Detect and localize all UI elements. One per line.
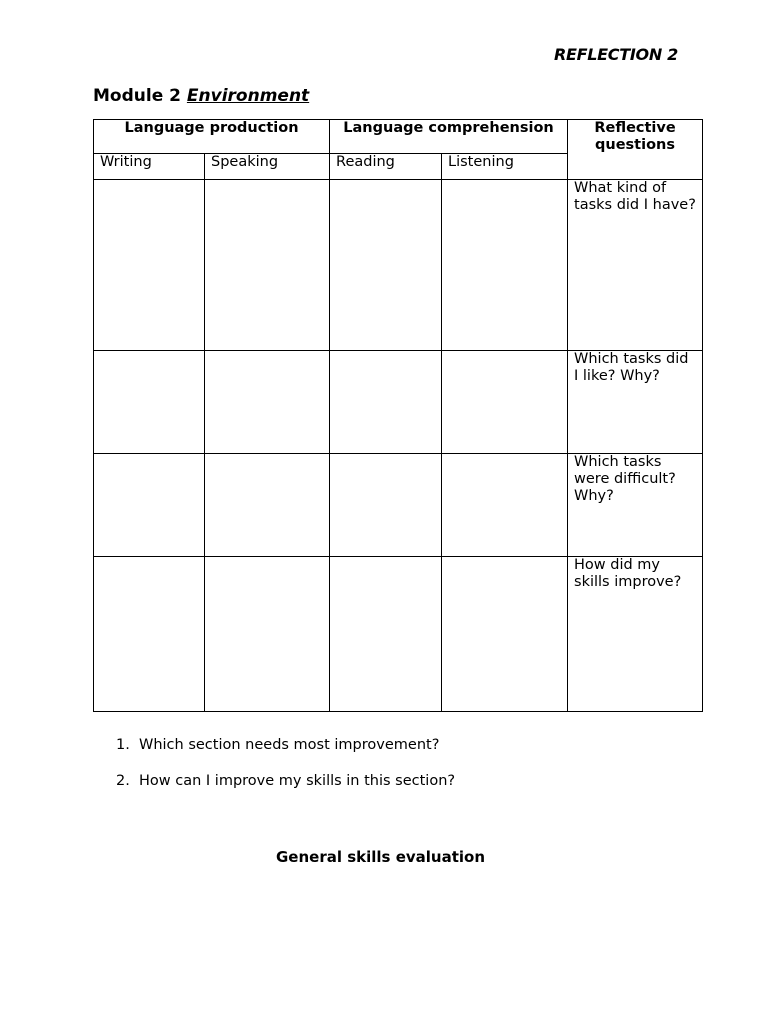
reflection-label: REFLECTION 2 xyxy=(554,45,679,64)
subheader-reading: Reading xyxy=(330,154,442,180)
header-language-comprehension: Language comprehension xyxy=(330,120,568,154)
speaking-cell[interactable] xyxy=(205,351,330,454)
question-cell: What kind of tasks did I have? xyxy=(568,180,703,351)
listening-cell[interactable] xyxy=(442,454,568,557)
list-item xyxy=(116,737,455,773)
module-topic: Environment xyxy=(186,86,310,106)
listening-cell[interactable] xyxy=(442,351,568,454)
question-cell: Which tasks were difficult? Why? xyxy=(568,454,703,557)
reading-cell[interactable] xyxy=(330,180,442,351)
listening-cell[interactable] xyxy=(442,180,568,351)
table-row xyxy=(94,180,703,351)
speaking-cell[interactable] xyxy=(205,557,330,712)
header-reflective-questions: Reflective questions xyxy=(568,120,703,180)
subheader-writing: Writing xyxy=(94,154,205,180)
reading-cell[interactable] xyxy=(330,351,442,454)
speaking-cell[interactable] xyxy=(205,454,330,557)
reading-cell[interactable] xyxy=(330,557,442,712)
list-number: 2. xyxy=(116,773,130,789)
list-number: 1. xyxy=(116,737,130,753)
list-item xyxy=(116,773,455,809)
subheader-listening: Listening xyxy=(442,154,568,180)
speaking-cell[interactable] xyxy=(205,180,330,351)
writing-cell[interactable] xyxy=(94,454,205,557)
list-text: Which section needs most improvement? xyxy=(139,737,440,753)
listening-cell[interactable] xyxy=(442,557,568,712)
writing-cell[interactable] xyxy=(94,180,205,351)
reflection-list xyxy=(116,737,455,809)
header-language-production: Language production xyxy=(94,120,330,154)
table-row xyxy=(94,351,703,454)
question-cell: Which tasks did I like? Why? xyxy=(568,351,703,454)
writing-cell[interactable] xyxy=(94,557,205,712)
question-cell: How did my skills improve? xyxy=(568,557,703,712)
module-title xyxy=(93,86,309,106)
table-row xyxy=(94,557,703,712)
reflection-table xyxy=(93,119,703,712)
list-text: How can I improve my skills in this section? xyxy=(139,773,456,789)
evaluation-heading: General skills evaluation xyxy=(276,848,486,866)
table-row xyxy=(94,454,703,557)
subheader-speaking: Speaking xyxy=(205,154,330,180)
writing-cell[interactable] xyxy=(94,351,205,454)
module-prefix: Module 2 xyxy=(93,86,181,106)
reading-cell[interactable] xyxy=(330,454,442,557)
